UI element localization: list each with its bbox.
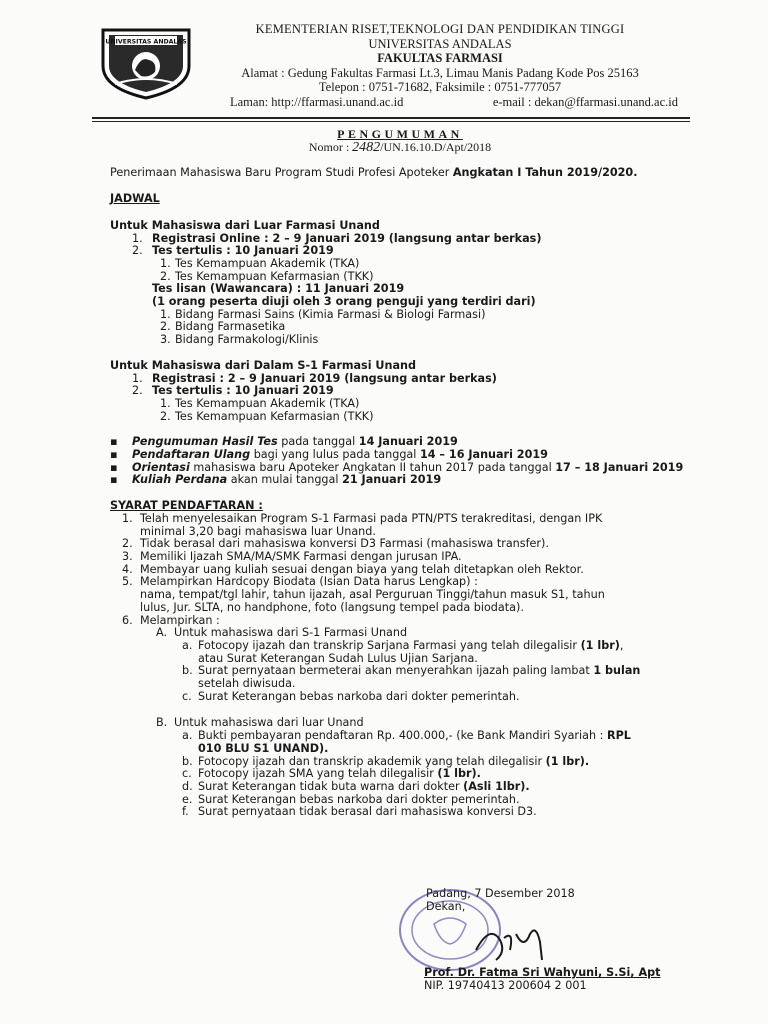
bullet-icon: ▪ (110, 473, 118, 487)
bullet-icon: ▪ (110, 460, 118, 474)
list-item: 1. Bidang Farmasi Sains (Kimia Farmasi & Biologi Farmasi) (160, 307, 486, 321)
section-heading-luar: Untuk Mahasiswa dari Luar Farmasi Unand (110, 218, 380, 232)
letterhead-contacts (200, 95, 680, 110)
letterhead-email: e-mail : dekan@ffarmasi.unand.ac.id (492, 94, 678, 109)
list-item: 2. Tidak berasal dari mahasiswa konversi D3 Farmasi (mahasiswa transfer). (122, 537, 549, 551)
list-item: ▪ Pengumuman Hasil Tes pada tanggal 14 Januari 2019 (110, 435, 458, 449)
list-item: Tes lisan (Wawancara) : 11 Januari 2019 (152, 282, 405, 296)
list-item: f. Surat pernyataan tidak berasal dari mahasiswa konversi D3. (182, 805, 537, 819)
letterhead-phone: Telepon : 0751-71682, Faksimile : 0751-777057 (318, 80, 562, 94)
signature-role: Dekan, (426, 899, 466, 913)
list-item: a. Bukti pembayaran pendaftaran Rp. 400.000,- (ke Bank Mandiri Syariah : RPL 010 BLU S1 UNAND). (182, 729, 631, 755)
list-item: 2. Tes tertulis : 10 Januari 2019 (132, 244, 334, 258)
list-luar (110, 233, 690, 347)
list-item: c. Surat Keterangan bebas narkoba dari dokter pemerintah. (182, 689, 520, 703)
list-item: 2. Tes Kemampuan Kefarmasian (TKK) (160, 269, 374, 283)
list-item: 2. Bidang Farmasetika (160, 320, 286, 334)
signatory-name: Prof. Dr. Fatma Sri Wahyuni, S.Si, Apt (424, 966, 661, 980)
signatory-nip: NIP. 19740413 200604 2 001 (424, 979, 587, 993)
university-logo (97, 26, 195, 100)
list-item: d. Surat Keterangan tidak buta warna dari dokter (Asli 1lbr). (182, 779, 530, 793)
letterhead-university: UNIVERSITAS ANDALAS (368, 36, 512, 51)
list-item: 5. Melampirkan Hardcopy Biodata (Isian Data harus Lengkap) : nama, tempat/tgl lahir, tahun ijazah, asal Perguruan Tinggi/tahun masuk S1, tahun lulus, Jur. SLTA, no handphone, foto (langsung tempel pada biodata). (122, 575, 605, 614)
letterhead-ministry: KEMENTERIAN RISET,TEKNOLOGI DAN PENDIDIKAN TINGGI (255, 22, 625, 36)
handwritten-number: 2482 (352, 139, 381, 155)
handwritten-signature-icon (470, 920, 560, 964)
letterhead (200, 22, 680, 109)
section-heading-syarat: SYARAT PENDAFTARAN : (110, 499, 263, 513)
list-item: 2. Tes Kemampuan Kefarmasian (TKK) (160, 409, 374, 423)
list-item: (1 orang peserta diuji oleh 3 orang penguji yang terdiri dari) (152, 295, 536, 309)
list-item: b. Fotocopy ijazah dan transkrip akademik yang telah dilegalisir (1 lbr). (182, 754, 590, 768)
list-item: B. Untuk mahasiswa dari luar Unand (156, 716, 364, 730)
signature-place-date: Padang, 7 Desember 2018 (426, 887, 575, 900)
list-item: 2. Tes tertulis : 10 Januari 2019 (132, 384, 334, 398)
list-item: ▪ Kuliah Perdana akan mulai tanggal 21 Januari 2019 (110, 473, 442, 487)
section-heading-jadwal: JADWAL (110, 192, 160, 206)
intro-paragraph: Penerimaan Mahasiswa Baru Program Studi Profesi Apoteker Angkatan I Tahun 2019/2020. (110, 166, 638, 180)
list-item: c. Fotocopy ijazah SMA yang telah dilegalisir (1 lbr). (182, 767, 481, 781)
schedule-bullets (110, 436, 690, 487)
letterhead-faculty: FAKULTAS FARMASI (377, 51, 503, 65)
letterhead-rule-thin (92, 121, 690, 122)
list-item: 1. Tes Kemampuan Akademik (TKA) (160, 396, 360, 410)
document-body (110, 128, 690, 819)
list-item: 3. Memiliki Ijazah SMA/MA/SMK Farmasi dengan jurusan IPA. (122, 549, 462, 563)
list-item: ▪ Orientasi mahasiswa baru Apoteker Angkatan II tahun 2017 pada tanggal 17 – 18 Januari 2019 (110, 460, 684, 474)
list-item: 1. Tes Kemampuan Akademik (TKA) (160, 256, 360, 270)
list-item: 1. Registrasi : 2 – 9 Januari 2019 (langsung antar berkas) (132, 371, 497, 385)
list-item: 1. Registrasi Online : 2 – 9 Januari 2019 (langsung antar berkas) (132, 231, 542, 245)
letterhead-address: Alamat : Gedung Fakultas Farmasi Lt.3, Limau Manis Padang Kode Pos 25163 (241, 65, 639, 80)
list-item: 4. Membayar uang kuliah sesuai dengan biaya yang telah ditetapkan oleh Rektor. (122, 562, 584, 576)
logo-text: UNIVERSITAS ANDALAS (105, 38, 187, 46)
page-title: PENGUMUMAN (337, 127, 463, 141)
list-item: b. Surat pernyataan bermeterai akan menyerahkan ijazah paling lambat 1 bulan setelah diwisuda. (182, 664, 641, 691)
letterhead-website: Laman: http://ffarmasi.unand.ac.id (230, 94, 404, 109)
bullet-icon: ▪ (110, 448, 118, 462)
bullet-icon: ▪ (110, 435, 118, 449)
list-item: a. Fotocopy ijazah dan transkrip Sarjana Farmasi yang telah dilegalisir (1 lbr), atau Surat Keterangan Sudah Lulus Ujian Sarjana. (182, 638, 624, 665)
list-item: 1. Telah menyelesaikan Program S-1 Farmasi pada PTN/PTS terakreditasi, dengan IPK minimal 3,20 bagi mahasiswa luar Unand. (122, 511, 603, 538)
letterhead-rule (92, 117, 690, 119)
list-item: ▪ Pendaftaran Ulang bagi yang lulus pada tanggal 14 – 16 Januari 2019 (110, 448, 548, 462)
list-item: e. Surat Keterangan bebas narkoba dari dokter pemerintah. (182, 792, 520, 806)
section-heading-dalam: Untuk Mahasiswa dari Dalam S-1 Farmasi Unand (110, 358, 417, 372)
list-item: 3. Bidang Farmakologi/Klinis (160, 333, 319, 347)
document-number: Nomor : 2482/UN.16.10.D/Apt/2018 (308, 139, 492, 155)
list-item: 6. Melampirkan : (122, 613, 220, 627)
list-dalam (110, 373, 690, 424)
list-syarat (110, 513, 690, 819)
list-item: A. Untuk mahasiswa dari S-1 Farmasi Unand (156, 626, 408, 640)
